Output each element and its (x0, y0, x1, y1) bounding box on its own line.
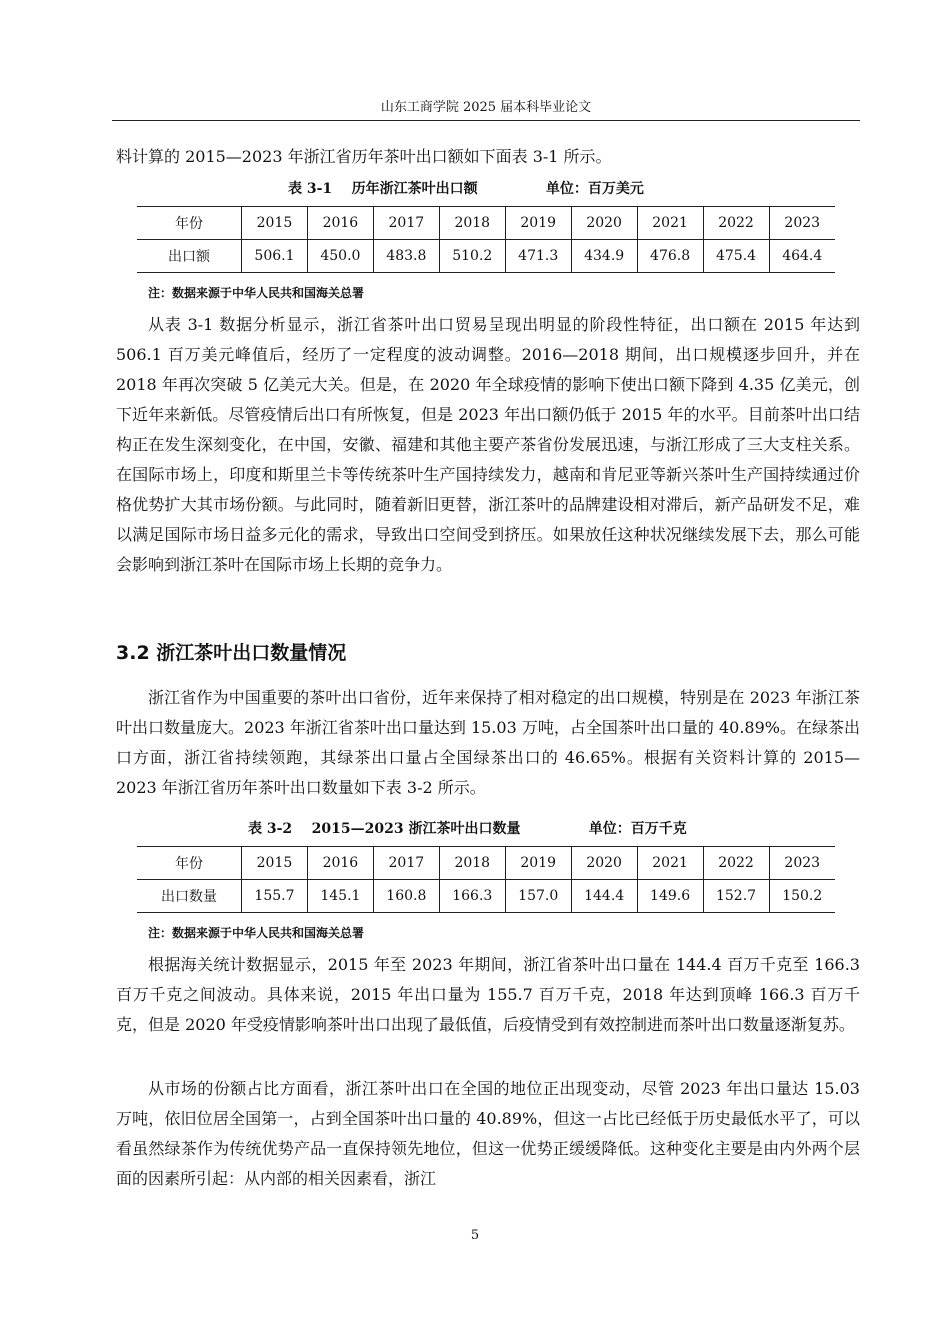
table1-year-cell: 2017 (373, 207, 439, 240)
table1-caption: 表 3-1 历年浙江茶叶出口额 单位：百万美元 (288, 181, 644, 197)
table2-year-row (137, 847, 835, 880)
table1-year-row (137, 207, 835, 240)
table2-row-header: 年份 (137, 847, 242, 880)
table1-source-note: 注：数据来源于中华人民共和国海关总署 (148, 286, 365, 300)
paragraph-table1-analysis: 从表 3-1 数据分析显示，浙江省茶叶出口贸易呈现出明显的阶段性特征，出口额在 2015 年达到 506.1 百万美元峰值后，经历了一定程度的波动调整。2016—2018 期间，出口规模逐步回升，并在 2018 年再次突破 5 亿美元大关。但是，在 2020 年全球疫情的影响下使出口额下降到 4.35 亿美元，创下近年来新低。尽管疫情后出口有所恢复，但是 2023 年出口额仍低于 2015 年的水平。目前茶叶出口结构正在发生深刻变化，在中国，安徽、福建和其他主要产茶省份发展迅速，与浙江形成了三大支柱关系。在国际市场上，印度和斯里兰卡等传统茶叶生产国持续发力，越南和肯尼亚等新兴茶叶生产国持续通过价格优势扩大其市场份额。与此同时，随着新旧更替，浙江茶叶的品牌建设相对滞后，新产品研发不足，难以满足国际市场日益多元化的需求，导致出口空间受到挤压。如果放任这种状况继续发展下去，那么可能会影响到浙江茶叶在国际市场上长期的竞争力。 (116, 315, 860, 574)
table1 (137, 206, 835, 273)
table2-value-cell: 157.0 (505, 880, 571, 913)
header-rule (112, 120, 860, 121)
table1-value-cell: 506.1 (242, 240, 308, 273)
table2-year-cell: 2020 (571, 847, 637, 880)
table2-value-cell: 144.4 (571, 880, 637, 913)
table2-year-cell: 2022 (703, 847, 769, 880)
table1-value-cell: 450.0 (307, 240, 373, 273)
table1-row-header: 年份 (137, 207, 242, 240)
table2-year-cell: 2019 (505, 847, 571, 880)
table2-value-cell: 150.2 (769, 880, 835, 913)
table2-value-cell: 166.3 (439, 880, 505, 913)
table1-value-cell: 471.3 (505, 240, 571, 273)
table1-year-cell: 2018 (439, 207, 505, 240)
table1-value-cell: 464.4 (769, 240, 835, 273)
table1-value-cell: 434.9 (571, 240, 637, 273)
table2-year-cell: 2018 (439, 847, 505, 880)
table1-value-cell: 483.8 (373, 240, 439, 273)
page-number: 5 (470, 1228, 480, 1243)
table1-year-cell: 2023 (769, 207, 835, 240)
paragraph-export-volume: 浙江省作为中国重要的茶叶出口省份，近年来保持了相对稳定的出口规模，特别是在 2023 年浙江茶叶出口数量庞大。2023 年浙江省茶叶出口量达到 15.03 万吨，占全国茶叶出口量的 40.89%。在绿茶出口方面，浙江省持续领跑，其绿茶出口量占全国绿茶出口的 46.65%。根据有关资料计算的 2015—2023 年浙江省历年茶叶出口数量如下表 3-2 所示。 (116, 688, 860, 797)
table1-value-cell: 476.8 (637, 240, 703, 273)
table2-value-cell: 145.1 (307, 880, 373, 913)
table2-value-cell: 152.7 (703, 880, 769, 913)
table2-value-row (137, 880, 835, 913)
table1-value-row (137, 240, 835, 273)
table2-year-cell: 2016 (307, 847, 373, 880)
table2-value-cell: 149.6 (637, 880, 703, 913)
table1-year-cell: 2022 (703, 207, 769, 240)
table2-value-cell: 155.7 (242, 880, 308, 913)
table2-year-cell: 2023 (769, 847, 835, 880)
table1-value-cell: 475.4 (703, 240, 769, 273)
intro-line: 料计算的 2015—2023 年浙江省历年茶叶出口额如下面表 3-1 所示。 (116, 147, 612, 166)
table1-row-header: 出口额 (137, 240, 242, 273)
table2-value-cell: 160.8 (373, 880, 439, 913)
table1-year-cell: 2016 (307, 207, 373, 240)
table2-source-note: 注：数据来源于中华人民共和国海关总署 (148, 926, 365, 940)
table2-caption: 表 3-2 2015—2023 浙江茶叶出口数量 单位：百万千克 (248, 821, 687, 837)
paragraph-market-share: 从市场的份额占比方面看，浙江茶叶出口在全国的地位正出现变动，尽管 2023 年出口量达 15.03 万吨，依旧位居全国第一，占到全国茶叶出口量的 40.89%，但这一占比已经低于历史最低水平了，可以看虽然绿茶作为传统优势产品一直保持领先地位，但这一优势正缓缓降低。这种变化主要是由内外两个层面的因素所引起：从内部的相关因素看，浙江 (116, 1079, 860, 1188)
table1-year-cell: 2019 (505, 207, 571, 240)
table1-value-cell: 510.2 (439, 240, 505, 273)
table1-year-cell: 2021 (637, 207, 703, 240)
table2-year-cell: 2021 (637, 847, 703, 880)
paragraph-customs-statistics: 根据海关统计数据显示，2015 年至 2023 年期间，浙江省茶叶出口量在 144.4 百万千克至 166.3 百万千克之间波动。具体来说，2015 年出口量为 155.7 百万千克，2018 年达到顶峰 166.3 百万千克，但是 2020 年受疫情影响茶叶出口出现了最低值，后疫情受到有效控制进而茶叶出口数量逐渐复苏。 (116, 955, 860, 1034)
table2 (137, 846, 835, 913)
table2-row-header: 出口数量 (137, 880, 242, 913)
table2-year-cell: 2015 (242, 847, 308, 880)
table1-year-cell: 2020 (571, 207, 637, 240)
table2-year-cell: 2017 (373, 847, 439, 880)
section-heading: 3.2 浙江茶叶出口数量情况 (116, 642, 347, 664)
table1-year-cell: 2015 (242, 207, 308, 240)
running-header: 山东工商学院 2025 届本科毕业论文 (380, 100, 592, 115)
